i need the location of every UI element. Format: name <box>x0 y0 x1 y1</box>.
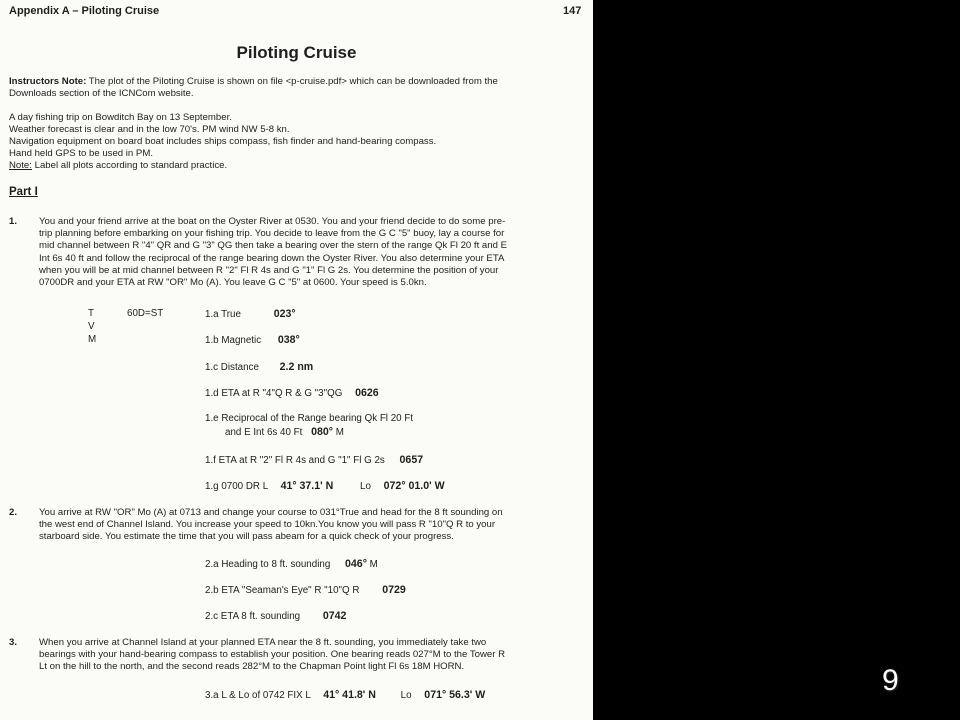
q1-line: You and your friend arrive at the boat on the Oyster River at 0530. You and your friend decide to do some pre- <box>39 216 506 227</box>
instructors-note-line1: The plot of the Piloting Cruise is shown on file <p-cruise.pdf> which can be downloaded from the <box>86 76 498 87</box>
part-heading: Part I <box>9 186 38 198</box>
instructors-note-line2: Downloads section of the ICNCom website. <box>9 88 194 99</box>
q1-line: mid channel between R "4" QR and G "3" QG then take a bearing over the stern of the range Qk Fl 20 ft and E <box>39 240 507 252</box>
tvm-m: M <box>88 334 97 345</box>
answer-label: 1.e Reciprocal of the Range bearing Qk Fl 20 Ft <box>205 413 414 424</box>
answer-1c <box>205 361 313 373</box>
answer-2a <box>205 558 378 570</box>
answer-lo-label: Lo <box>360 481 371 492</box>
answer-suffix: M <box>335 427 344 438</box>
q3-line: Lt on the hill to the north, and the second reads 282°M to the Chapman Point light Fl 6s 18M HORN. <box>39 661 465 673</box>
answer-lo-label: Lo <box>400 690 412 701</box>
page-title: Piloting Cruise <box>236 43 357 62</box>
answer-value: 038° <box>277 334 300 346</box>
question-1-text <box>39 216 579 289</box>
answer-value: 2.2 nm <box>279 361 314 373</box>
answer-value: 046° <box>345 558 367 570</box>
answer-label: and E Int 6s 40 Ft <box>225 427 303 438</box>
answer-value: 071° 56.3' W <box>424 689 486 701</box>
q1-line: when you will be at mid channel between R "2" Fl R 4s and G "1" Fl G 2s. You determine the position of your <box>39 264 499 276</box>
answer-label: 1.b Magnetic <box>205 335 262 346</box>
intro-line: Weather forecast is clear and in the low 70's. PM wind NW 5-8 kn. <box>9 124 290 135</box>
answer-value: 0657 <box>399 454 424 466</box>
instructors-note <box>9 76 498 100</box>
answer-value: 080° <box>311 426 333 438</box>
intro-line: Navigation equipment on board boat includes ships compass, fish finder and hand-bearing compass. <box>9 136 437 147</box>
question-2-text <box>39 507 579 544</box>
question-number: 3. <box>9 637 18 648</box>
answer-1e-cont <box>225 426 344 438</box>
answer-label: 1.a True <box>205 309 241 320</box>
question-number: 2. <box>9 507 18 518</box>
header-title: Appendix A – Piloting Cruise <box>9 5 160 17</box>
answer-value: 0742 <box>322 610 347 622</box>
question-3-text <box>39 637 579 674</box>
answer-value: 0729 <box>382 584 406 596</box>
answer-1b <box>205 334 300 346</box>
answer-1e <box>205 413 413 424</box>
answer-3a <box>205 689 485 701</box>
q1-line: trip planning before embarking on your fishing trip. You decide to leave from the G C "5" buoy, lay a course for <box>39 228 505 240</box>
answer-value: 41° 41.8' N <box>323 689 376 701</box>
q3-line: bearings with your hand-bearing compass to establish your position. One bearing reads 027°M to the Tower R <box>39 649 506 661</box>
slide-number: 9 <box>882 664 899 697</box>
q3-line: When you arrive at Channel Island at your planned ETA near the 8 ft. sounding, you immediately take two <box>39 637 487 648</box>
answer-label: 1.f ETA at R "2" Fl R 4s and G "1" Fl G 2s <box>205 455 385 466</box>
answer-label: 2.b ETA "Seaman's Eye" R "10"Q R <box>205 585 360 596</box>
answer-label: 1.g 0700 DR L <box>205 481 268 492</box>
answer-value: 41° 37.1' N <box>280 480 334 492</box>
answer-label: 1.c Distance <box>205 362 259 373</box>
note-label: Note: <box>9 160 32 171</box>
question-number: 1. <box>9 216 18 227</box>
answer-value: 072° 01.0' W <box>383 480 445 492</box>
answer-label: 3.a L & Lo of 0742 FIX L <box>205 690 311 701</box>
answer-label: 1.d ETA at R "4"Q R & G "3"QG <box>205 388 343 399</box>
q2-line: the west end of Channel Island. You increase your speed to 10kn.You know you will pass R "10"Q R to your <box>39 519 496 531</box>
answer-value: 023° <box>273 308 296 320</box>
answer-label: 2.a Heading to 8 ft. sounding <box>205 559 331 570</box>
tvm-t: T <box>88 308 94 319</box>
tvm-v: V <box>88 321 95 332</box>
answer-1g <box>205 480 445 492</box>
answer-1f <box>205 454 423 466</box>
q1-line: 0700DR and your ETA at RW "OR" Mo (A). You leave G C "5" at 0600. Your speed is 5.0kn. <box>39 277 427 289</box>
answer-2c <box>205 610 346 622</box>
q2-line: starboard side. You estimate the time that you will pass abeam for a quick check of your progress. <box>39 531 454 543</box>
answer-suffix: M <box>369 559 378 570</box>
answer-label: 2.c ETA 8 ft. sounding <box>205 611 301 622</box>
instructors-note-label: Instructors Note: <box>9 76 87 87</box>
answer-value: 0626 <box>355 387 379 399</box>
answer-1d <box>205 387 379 399</box>
header-page-number: 147 <box>563 5 582 17</box>
note-text: Label all plots according to standard practice. <box>31 160 228 171</box>
intro-line: A day fishing trip on Bowditch Bay on 13 September. <box>9 112 232 123</box>
q1-line: Int 6s 40 ft and follow the reciprocal of the range bearing down the Oyster River. You also determine your ETA <box>39 252 505 264</box>
answer-1a <box>205 308 296 320</box>
intro-line: Hand held GPS to be used in PM. <box>9 148 153 159</box>
intro-block <box>9 112 436 172</box>
q2-line: You arrive at RW "OR" Mo (A) at 0713 and change your course to 031°True and head for the 8 ft sounding on <box>39 507 503 518</box>
answer-2b <box>205 584 406 596</box>
speed-distance-time: 60D=ST <box>127 308 164 319</box>
